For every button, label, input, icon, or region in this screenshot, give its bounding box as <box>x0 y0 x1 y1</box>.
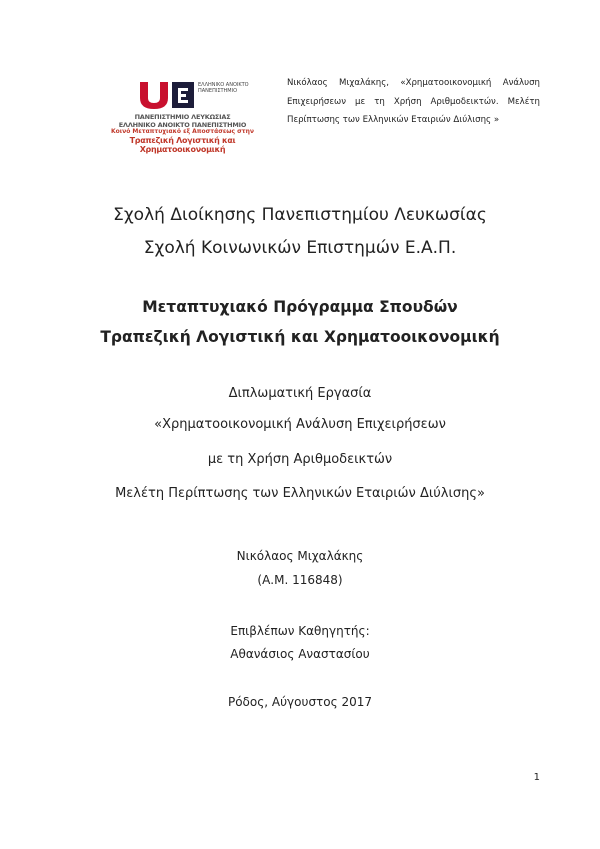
thesis-title-line-2: με τη Χρήση Αριθμοδεικτών <box>207 452 393 467</box>
thesis-title-line-1: «Χρηματοοικονομική Ανάλυση Επιχειρήσεων <box>154 417 446 432</box>
thesis-title-line-3: Μελέτη Περίπτωσης των Ελληνικών Εταιριών Διύλισης» <box>115 486 485 501</box>
program-subtitle: Τραπεζική Λογιστική και Χρηματοοικονομική <box>100 328 500 346</box>
supervisor-label: Επιβλέπων Καθηγητής: <box>230 624 370 638</box>
page-number: 1 <box>533 772 540 783</box>
program-title: Μεταπτυχιακό Πρόγραμμα Σπουδών <box>142 298 458 316</box>
author-id: (Α.Μ. 116848) <box>257 573 343 587</box>
school-line-2: Σχολή Κοινωνικών Επιστημών Ε.Α.Π. <box>143 238 457 258</box>
running-head: Νικόλαος Μιχαλάκης, «Χρηματοοικονομική Ανάλυση Επιχειρήσεων με τη Χρήση Αριθμοδεικτών. Μελέτη Περίπτωσης των Ελληνικών Εταιριών Διύλισης » <box>287 78 540 125</box>
place-date: Ρόδος, Αύγουστος 2017 <box>227 695 373 709</box>
university-logo <box>100 80 265 154</box>
author-name: Νικόλαος Μιχαλάκης <box>236 549 364 563</box>
logo-caption: ΠΑΝΕΠΙΣΤΗΜΙΟ ΛΕΥΚΩΣΙΑΣ ΕΛΛΗΝΙΚΟ ΑΝΟΙΚΤΟ ΠΑΝΕΠΙΣΤΗΜΙΟ <box>118 113 247 129</box>
school-line-1: Σχολή Διοίκησης Πανεπιστημίου Λευκωσίας <box>113 205 487 225</box>
thesis-type: Διπλωματική Εργασία <box>228 386 372 401</box>
logo-program-title: Τραπεζική Λογιστική και Χρηματοοικονομική <box>129 136 236 154</box>
eap-logo-text: ΕΛΛΗΝΙΚΟ ΑΝΟΙΚΤΟ ΠΑΝΕΠΙΣΤΗΜΙΟ <box>198 82 249 94</box>
logo-program-subtitle: Κοινό Μεταπτυχιακό εξ Αποστάσεως στην <box>111 128 254 135</box>
eap-logo-icon <box>170 80 196 110</box>
supervisor-name: Αθανάσιος Αναστασίου <box>230 647 370 661</box>
unic-logo-icon <box>138 80 170 110</box>
